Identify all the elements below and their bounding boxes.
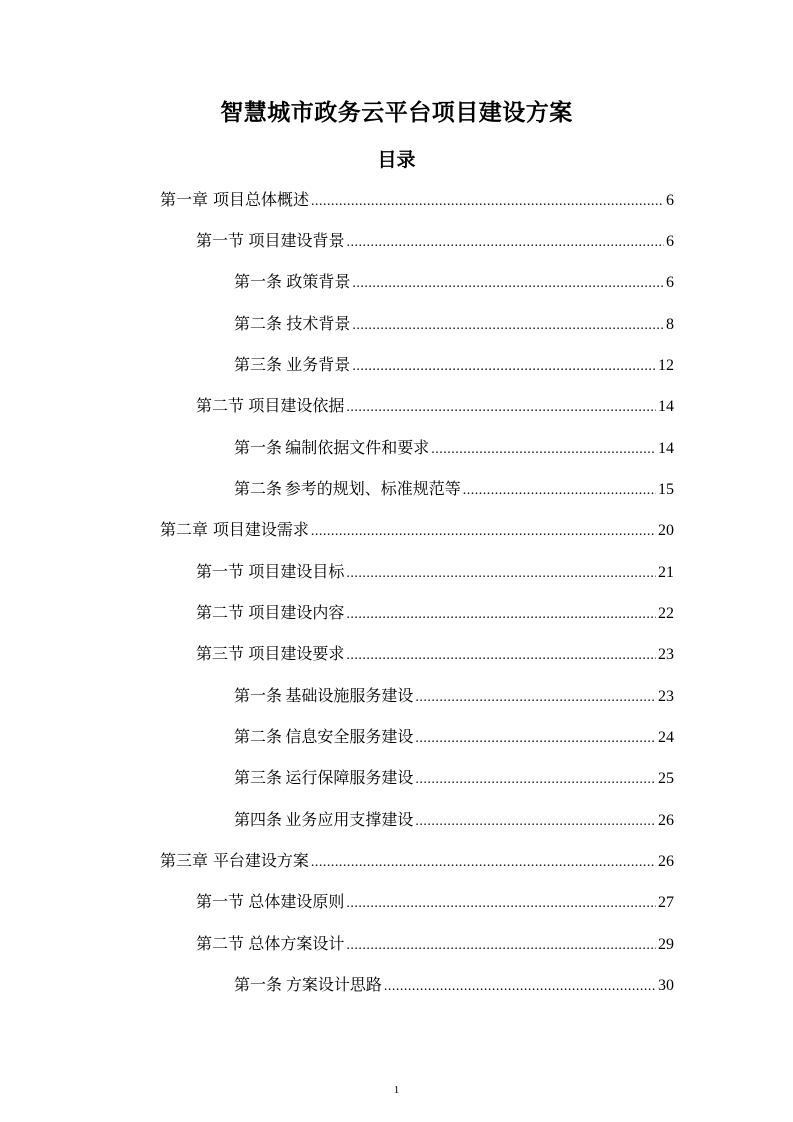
toc-entry-section[interactable] [196, 642, 674, 666]
toc-entry-page: 6 [666, 274, 674, 291]
toc-entry-article[interactable] [234, 766, 674, 790]
toc-entry-article[interactable] [234, 312, 674, 336]
toc-entry-page: 26 [658, 812, 674, 829]
toc-entry-page: 12 [658, 357, 674, 374]
toc-entry-chapter[interactable] [160, 518, 674, 542]
document-title: 智慧城市政务云平台项目建设方案 [220, 100, 573, 126]
toc-entry-page: 6 [666, 233, 674, 250]
toc-entry-page: 14 [658, 440, 674, 457]
dot-leader [415, 768, 656, 792]
page-number: 1 [393, 1084, 400, 1096]
toc-entry-section[interactable] [196, 229, 674, 253]
toc-entry-page: 23 [658, 688, 674, 705]
toc-entry-page: 8 [666, 316, 674, 333]
toc-entry-title: 基础设施服务建设 [285, 686, 414, 705]
toc-entry-number: 第二章 [160, 520, 209, 539]
dot-leader [415, 686, 656, 710]
toc-entry-article[interactable] [234, 436, 674, 460]
toc-entry-article[interactable] [234, 973, 674, 997]
toc-entry-page: 20 [658, 522, 674, 539]
toc-entry-number: 第一条 [234, 686, 283, 705]
toc-entry-page: 21 [658, 564, 674, 581]
toc-entry-number: 第一章 [160, 190, 209, 209]
toc-entry-number: 第四条 [234, 810, 283, 829]
toc-entry-title: 项目建设背景 [248, 231, 345, 250]
toc-entry-page: 27 [658, 894, 674, 911]
toc-entry-number: 第二节 [196, 396, 245, 415]
toc-entry-number: 第二条 [234, 314, 283, 333]
toc-entry-title: 平台建设方案 [212, 851, 309, 870]
toc-entry-title: 项目建设要求 [248, 644, 345, 663]
toc-entry-number: 第三条 [234, 768, 283, 787]
toc-heading: 目录 [377, 149, 416, 171]
toc-entry-page: 14 [658, 398, 674, 415]
toc-entry-title: 业务背景 [286, 355, 351, 374]
toc-entry-section[interactable] [196, 394, 674, 418]
dot-leader [415, 810, 656, 834]
toc-entry-page: 30 [658, 977, 674, 994]
toc-entry-number: 第二条 [234, 727, 283, 746]
dot-leader [347, 231, 665, 255]
dot-leader [431, 438, 656, 462]
toc-entry-page: 15 [658, 481, 674, 498]
dot-leader [311, 520, 656, 544]
dot-leader [346, 892, 656, 916]
toc-entry-page: 6 [666, 192, 674, 209]
toc-entry-title: 项目建设目标 [248, 562, 345, 581]
toc-entry-page: 26 [658, 853, 674, 870]
toc-entry-title: 参考的规划、标准规范等 [284, 479, 461, 498]
toc-entry-article[interactable] [234, 725, 674, 749]
toc-entry-page: 22 [658, 605, 674, 622]
toc-entry-title: 编制依据文件和要求 [285, 438, 430, 457]
toc-entry-number: 第一条 [234, 438, 283, 457]
toc-entry-title: 项目建设依据 [248, 396, 345, 415]
toc-entry-article[interactable] [234, 808, 674, 832]
toc-entry-number: 第一节 [196, 562, 245, 581]
toc-entry-article[interactable] [234, 353, 674, 377]
toc-entry-title: 信息安全服务建设 [285, 727, 414, 746]
toc-entry-section[interactable] [196, 932, 674, 956]
toc-entry-chapter[interactable] [160, 188, 674, 212]
dot-leader [352, 355, 656, 379]
toc-entry-title: 运行保障服务建设 [285, 768, 414, 787]
dot-leader [384, 975, 656, 999]
dot-leader [346, 562, 656, 586]
dot-leader [346, 396, 656, 420]
toc-entry-section[interactable] [196, 890, 674, 914]
toc-entry-section[interactable] [196, 560, 674, 584]
toc-entry-title: 项目建设需求 [212, 520, 309, 539]
toc-entry-chapter[interactable] [160, 849, 674, 873]
toc-entry-number: 第三节 [196, 644, 245, 663]
toc-entry-title: 项目建设内容 [248, 603, 345, 622]
dot-leader [463, 479, 656, 503]
toc-entry-number: 第三章 [160, 851, 209, 870]
toc-entry-article[interactable] [234, 684, 674, 708]
toc-entry-number: 第二节 [196, 603, 245, 622]
toc-entry-title: 技术背景 [286, 314, 351, 333]
toc-entry-article[interactable] [234, 270, 674, 294]
toc-entry-number: 第三条 [234, 355, 283, 374]
toc-entry-title: 方案设计思路 [285, 975, 382, 994]
toc-entry-title: 总体方案设计 [248, 934, 345, 953]
toc-entry-page: 24 [658, 729, 674, 746]
toc-entry-number: 第一节 [196, 231, 245, 250]
dot-leader [346, 934, 656, 958]
toc-entry-number: 第一节 [196, 892, 245, 911]
toc-entry-number: 第二条 [234, 479, 283, 498]
toc-entry-article[interactable] [234, 477, 674, 501]
dot-leader [346, 603, 656, 627]
toc-entry-number: 第一条 [234, 272, 283, 291]
dot-leader [352, 314, 664, 338]
toc-entry-page: 25 [658, 770, 674, 787]
toc-entry-title: 项目总体概述 [212, 190, 309, 209]
dot-leader [415, 727, 656, 751]
toc-entry-title: 政策背景 [286, 272, 351, 291]
dot-leader [311, 851, 656, 875]
dot-leader [352, 272, 664, 296]
toc-entry-title: 业务应用支撑建设 [285, 810, 414, 829]
dot-leader [346, 644, 656, 668]
toc-entry-title: 总体建设原则 [248, 892, 345, 911]
toc-entry-page: 29 [658, 936, 674, 953]
toc-entry-page: 23 [658, 646, 674, 663]
toc-entry-number: 第一条 [234, 975, 283, 994]
toc-entry-number: 第二节 [196, 934, 245, 953]
toc-entry-section[interactable] [196, 601, 674, 625]
dot-leader [311, 190, 664, 214]
